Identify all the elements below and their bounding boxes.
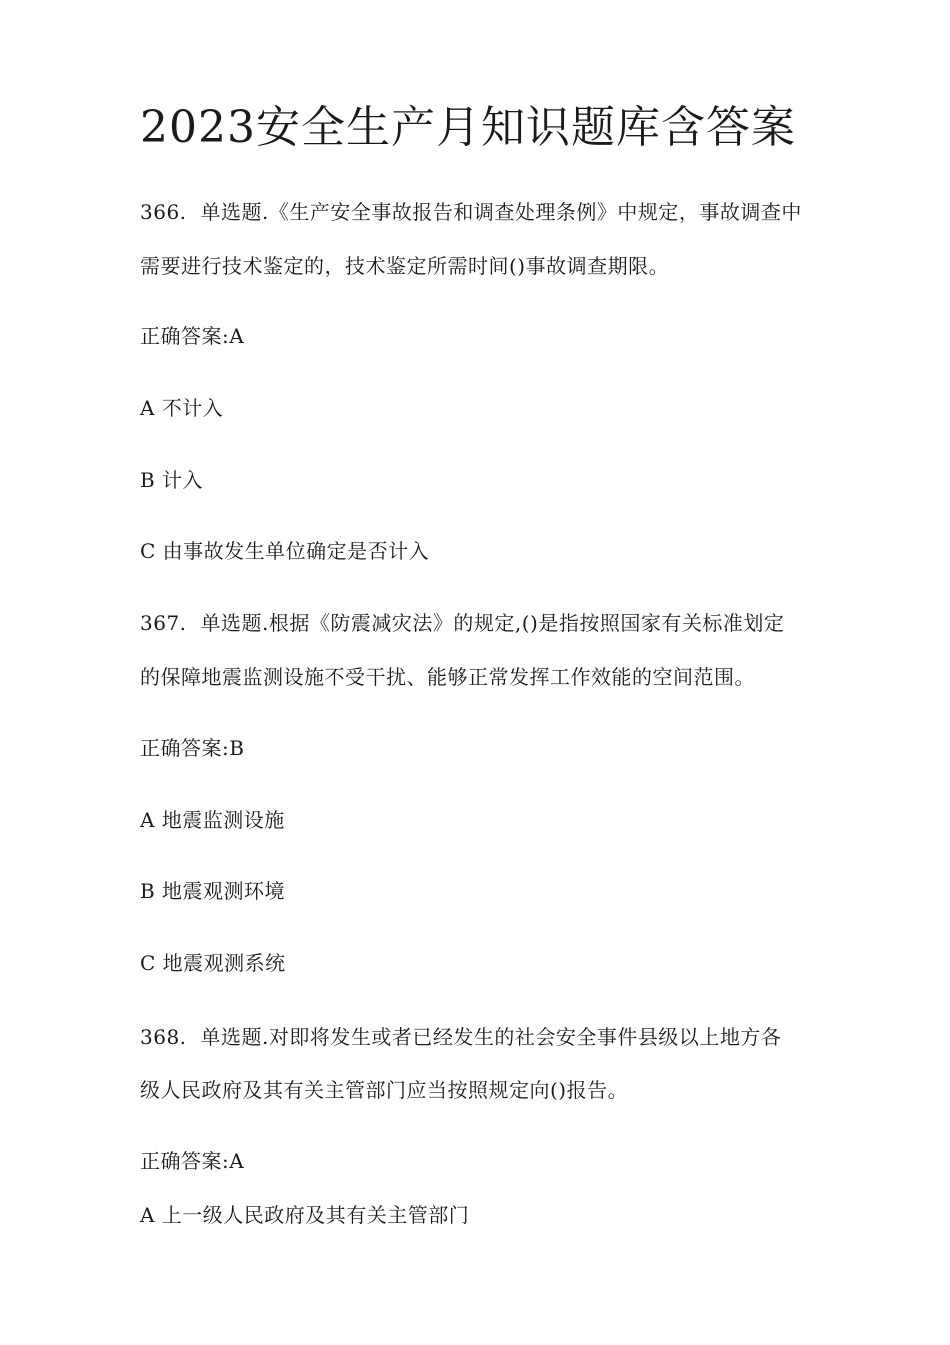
question-367-line2: 的保障地震监测设施不受干扰、能够正常发挥工作效能的空间范围。	[140, 665, 755, 689]
question-366-line2: 需要进行技术鉴定的，技术鉴定所需时间()事故调查期限。	[140, 254, 670, 278]
question-number: 366.	[140, 200, 187, 224]
question-368-answer: 正确答案:A	[140, 1149, 245, 1173]
document-title: 2023安全生产月知识题库含答案	[140, 102, 796, 153]
question-366-option-a: A 不计入	[140, 396, 224, 420]
question-number: 368.	[140, 1025, 187, 1049]
question-367-answer: 正确答案:B	[140, 736, 245, 760]
question-text: 单选题.《生产安全事故报告和调查处理条例》中规定，事故调查中	[200, 200, 802, 224]
question-366-line1	[140, 198, 802, 226]
question-368-line1	[140, 1023, 781, 1051]
question-368-line2: 级人民政府及其有关主管部门应当按照规定向()报告。	[140, 1078, 629, 1102]
question-366-option-c: C 由事故发生单位确定是否计入	[140, 539, 430, 563]
question-367-line1	[140, 609, 784, 637]
question-367-option-c: C 地震观测系统	[140, 951, 286, 975]
question-368-option-a: A 上一级人民政府及其有关主管部门	[140, 1203, 470, 1227]
question-366-answer: 正确答案:A	[140, 324, 245, 348]
question-367-option-b: B 地震观测环境	[140, 879, 286, 903]
question-text: 单选题.根据《防震减灾法》的规定,()是指按照国家有关标准划定	[200, 611, 785, 635]
question-367-option-a: A 地震监测设施	[140, 808, 285, 832]
question-366-option-b: B 计入	[140, 468, 204, 492]
question-text: 单选题.对即将发生或者已经发生的社会安全事件县级以上地方各	[200, 1025, 782, 1049]
question-number: 367.	[140, 611, 187, 635]
